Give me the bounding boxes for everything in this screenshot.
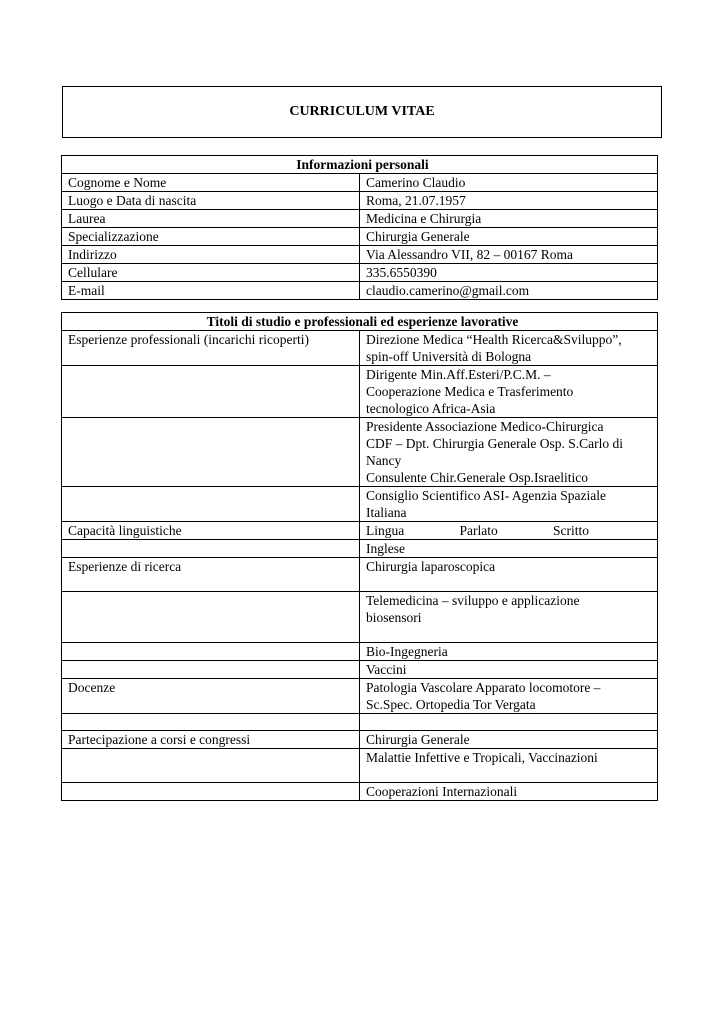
value-birth: Roma, 21.07.1957 — [360, 192, 658, 210]
career-table — [61, 312, 658, 801]
language-col-scritto: Scritto — [553, 523, 589, 538]
career-header: Titoli di studio e professionali ed esperienze lavorative — [62, 313, 658, 331]
research-2: Telemedicina – sviluppo e applicazione biosensori — [360, 592, 658, 643]
language-label: Capacità linguistiche — [62, 522, 360, 540]
experience-label: Esperienze professionali (incarichi ricoperti) — [62, 331, 360, 366]
label-degree: Laurea — [62, 210, 360, 228]
courses-label: Partecipazione a corsi e congressi — [62, 731, 360, 749]
empty-cell — [62, 749, 360, 783]
research-4: Vaccini — [360, 661, 658, 679]
research-label: Esperienze di ricerca — [62, 558, 360, 592]
label-mobile: Cellulare — [62, 264, 360, 282]
label-address: Indirizzo — [62, 246, 360, 264]
empty-cell — [62, 661, 360, 679]
language-english: Inglese — [360, 540, 658, 558]
value-degree: Medicina e Chirurgia — [360, 210, 658, 228]
label-birth: Luogo e Data di nascita — [62, 192, 360, 210]
experience-1: Direzione Medica “Health Ricerca&Sviluppo”, spin-off Università di Bologna — [360, 331, 658, 366]
cv-title: CURRICULUM VITAE — [289, 104, 435, 119]
teaching-label: Docenze — [62, 679, 360, 714]
course-2: Malattie Infettive e Tropicali, Vaccinazioni — [360, 749, 658, 783]
value-mobile: 335.6550390 — [360, 264, 658, 282]
language-col-parlato: Parlato — [459, 523, 498, 538]
experience-2: Dirigente Min.Aff.Esteri/P.C.M. – Cooperazione Medica e Trasferimento tecnologico Africa-Asia — [360, 366, 658, 418]
personal-info-table — [61, 155, 658, 300]
research-3: Bio-Ingegneria — [360, 643, 658, 661]
personal-info-header: Informazioni personali — [62, 156, 658, 174]
empty-cell — [62, 714, 360, 731]
empty-cell — [62, 783, 360, 801]
value-specialization: Chirurgia Generale — [360, 228, 658, 246]
empty-cell — [62, 540, 360, 558]
empty-cell — [62, 643, 360, 661]
value-name: Camerino Claudio — [360, 174, 658, 192]
label-specialization: Specializzazione — [62, 228, 360, 246]
research-1: Chirurgia laparoscopica — [360, 558, 658, 592]
language-col-lingua: Lingua — [366, 523, 405, 538]
teaching-1: Patologia Vascolare Apparato locomotore – Sc.Spec. Ortopedia Tor Vergata — [360, 679, 658, 714]
value-email[interactable]: claudio.camerino@gmail.com — [360, 282, 658, 300]
empty-cell — [62, 592, 360, 643]
label-name: Cognome e Nome — [62, 174, 360, 192]
empty-cell — [62, 418, 360, 487]
empty-cell — [360, 714, 658, 731]
label-email: E-mail — [62, 282, 360, 300]
value-address: Via Alessandro VII, 82 – 00167 Roma — [360, 246, 658, 264]
empty-cell — [62, 487, 360, 522]
cv-title-box — [62, 86, 662, 138]
course-1: Chirurgia Generale — [360, 731, 658, 749]
course-3: Cooperazioni Internazionali — [360, 783, 658, 801]
language-columns — [360, 522, 658, 540]
empty-cell — [62, 366, 360, 418]
experience-3: Presidente Associazione Medico-Chirurgica CDF – Dpt. Chirurgia Generale Osp. S.Carlo di Nancy Consulente Chir.Generale Osp.Israelitico — [360, 418, 658, 487]
experience-4: Consiglio Scientifico ASI- Agenzia Spaziale Italiana — [360, 487, 658, 522]
